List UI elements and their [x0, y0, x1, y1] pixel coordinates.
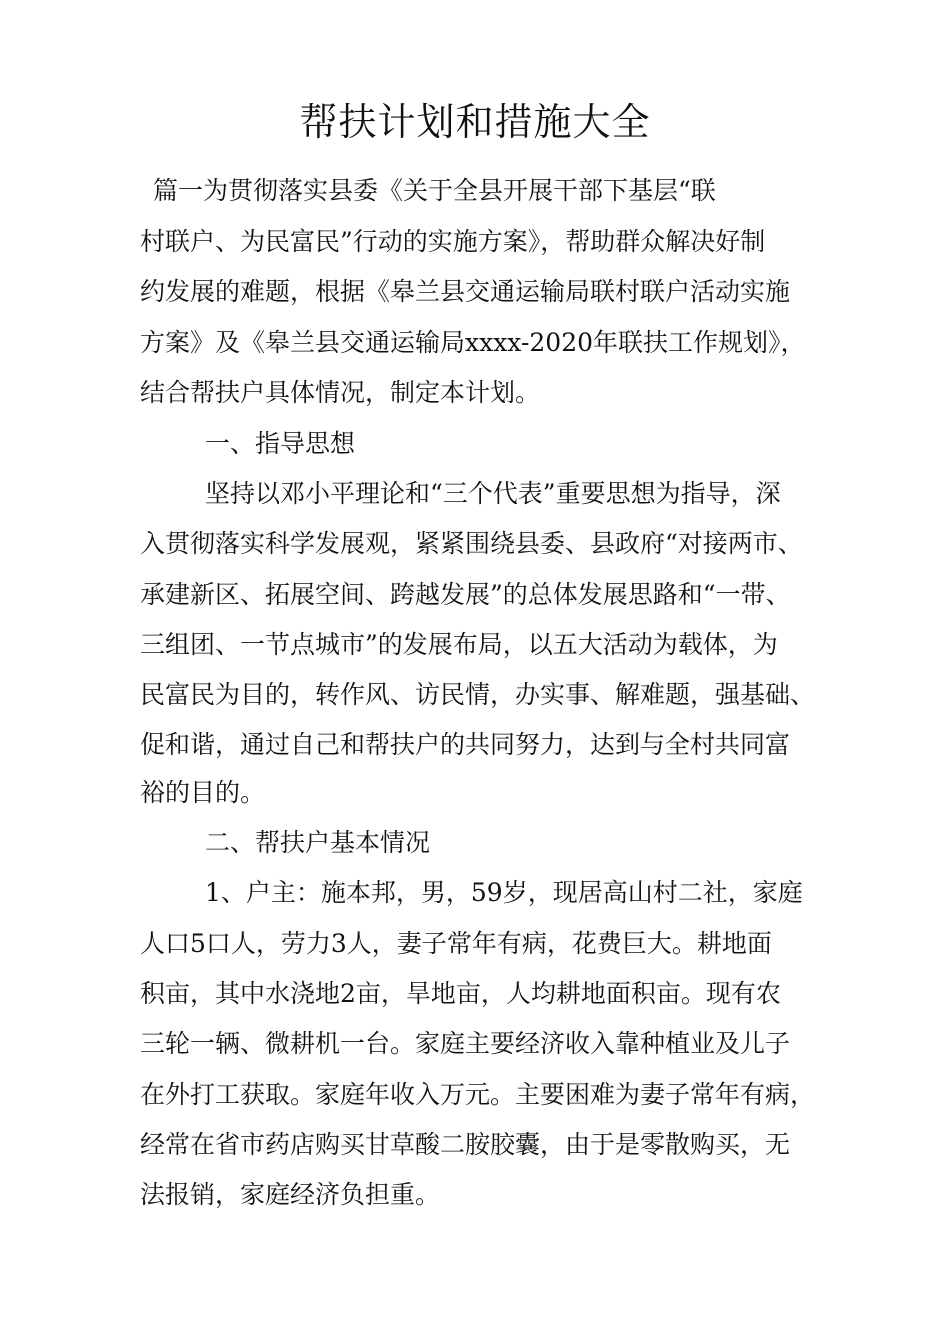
- paragraph-line: 促和谐，通过自己和帮扶户的共同努力，达到与全村共同富: [140, 730, 791, 759]
- intro-line: 村联户、为民富民”行动的实施方案》，帮助群众解决好制: [140, 227, 766, 256]
- paragraph-line: 在外打工获取。家庭年收入万元。主要困难为妻子常年有病，: [140, 1080, 816, 1109]
- section-heading: 一、指导思想: [205, 429, 356, 458]
- paragraph-line: 1、户主：施本邦，男，59岁，现居高山村二社，家庭: [205, 878, 803, 907]
- paragraph-line: 三组团、一节点城市”的发展布局，以五大活动为载体，为: [140, 630, 778, 659]
- paragraph-line: 民富民为目的，转作风、访民情，办实事、解难题，强基础、: [140, 680, 816, 709]
- intro-line: 结合帮扶户具体情况，制定本计划。: [140, 378, 541, 407]
- paragraph-line: 裕的目的。: [140, 778, 266, 807]
- paragraph-line: 承建新区、拓展空间、跨越发展”的总体发展思路和“一带、: [140, 580, 791, 609]
- paragraph-line: 积亩，其中水浇地2亩，旱地亩，人均耕地面积亩。现有农: [140, 979, 781, 1008]
- section-heading: 二、帮扶户基本情况: [205, 828, 431, 857]
- intro-line: 约发展的难题，根据《皋兰县交通运输局联村联户活动实施: [140, 277, 791, 306]
- paragraph-line: 经常在省市药店购买甘草酸二胺胶囊，由于是零散购买，无: [140, 1130, 791, 1159]
- paragraph-line: 人口5口人，劳力3人，妻子常年有病，花费巨大。耕地面: [140, 929, 772, 958]
- paragraph-line: 坚持以邓小平理论和“三个代表”重要思想为指导，深: [205, 479, 781, 508]
- document-title: 帮扶计划和措施大全: [299, 100, 651, 144]
- intro-line: 篇一为贯彻落实县委《关于全县开展干部下基层“联: [153, 176, 716, 205]
- paragraph-line: 三轮一辆、微耕机一台。家庭主要经济收入靠种植业及儿子: [140, 1029, 791, 1058]
- intro-line: 方案》及《皋兰县交通运输局xxxx-2020年联扶工作规划》，: [140, 328, 806, 357]
- paragraph-line: 入贯彻落实科学发展观，紧紧围绕县委、县政府“对接两市、: [140, 529, 803, 558]
- paragraph-line: 法报销，家庭经济负担重。: [140, 1180, 441, 1209]
